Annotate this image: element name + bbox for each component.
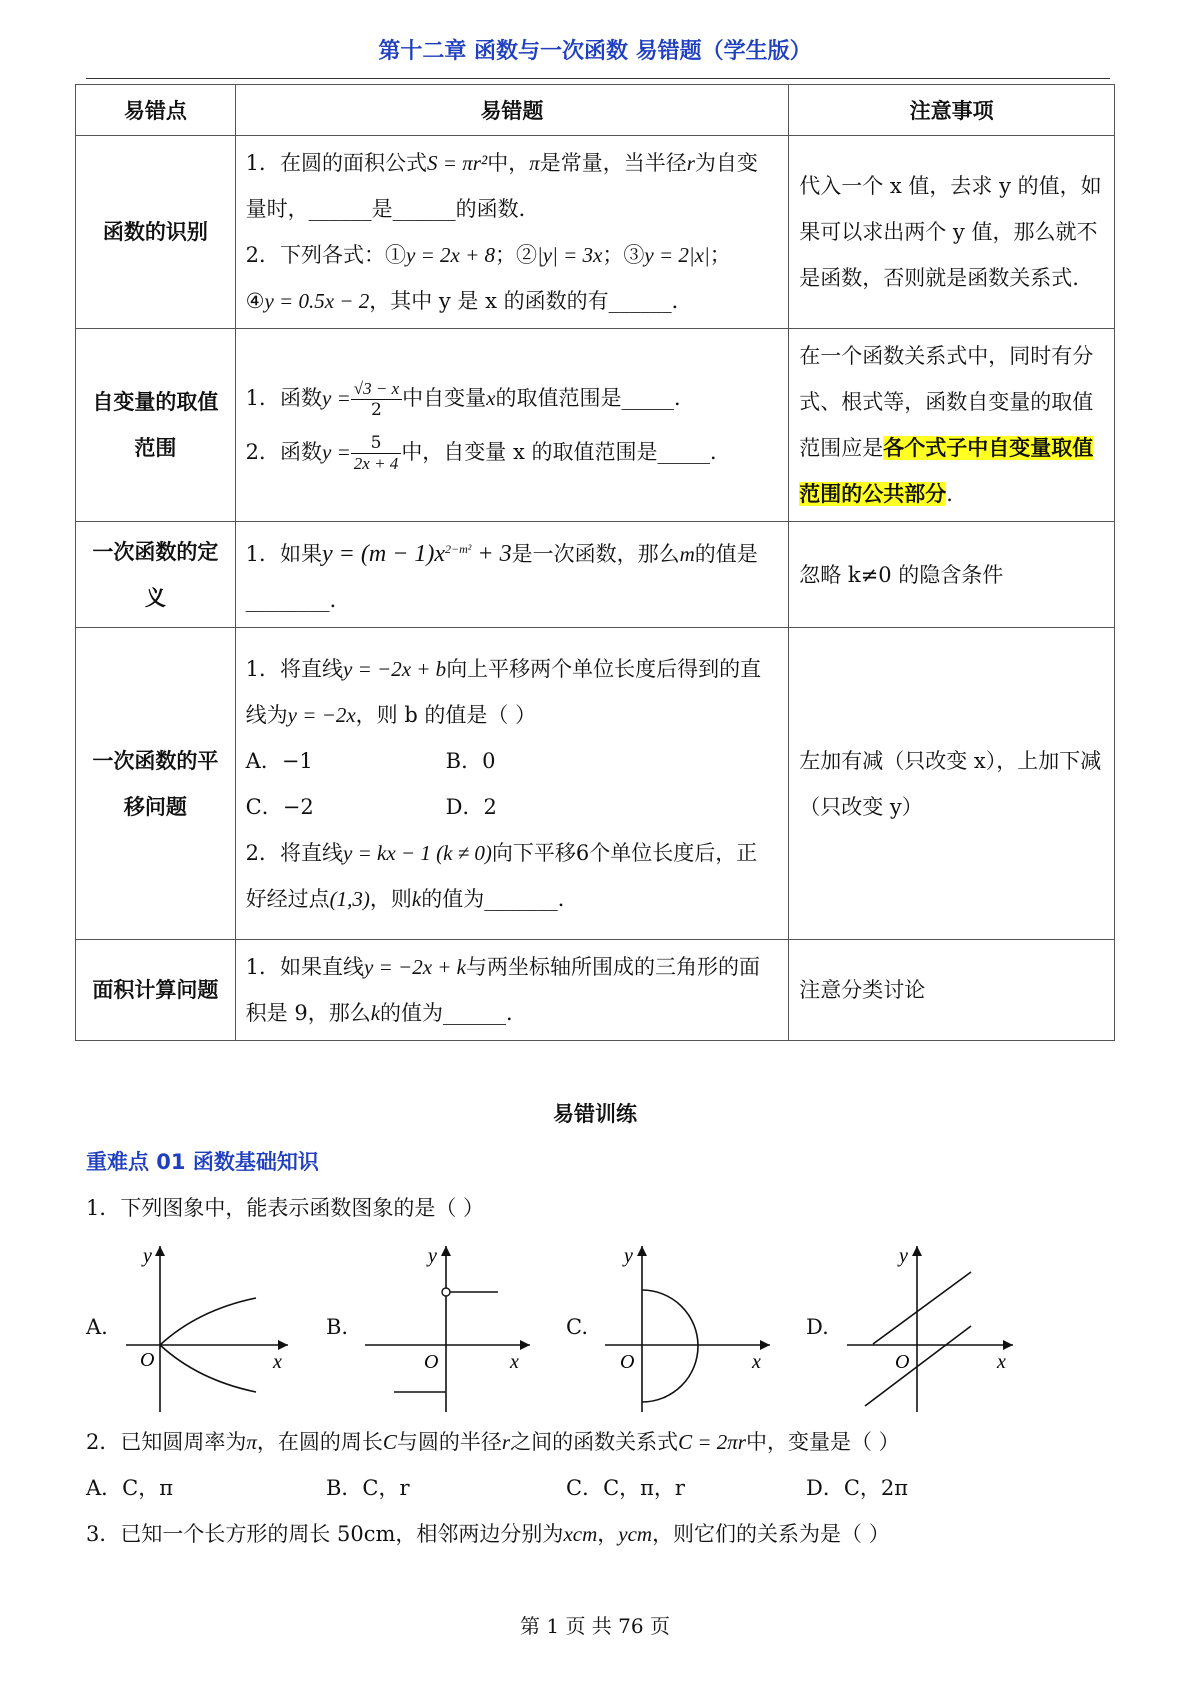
svg-text:y: y [624,1245,633,1267]
svg-text:y: y [899,1245,908,1267]
svg-text:O: O [424,1351,439,1373]
row-point: 一次函数的定义 [76,522,236,628]
row-point: 面积计算问题 [76,940,236,1041]
graph-label-b: B. [326,1315,349,1339]
highlight: 各个式子中自变量取值范围的公共部分 [799,436,1094,506]
svg-text:y: y [428,1245,437,1267]
graph-d [845,1240,1025,1415]
graph-label-d: D. [806,1315,829,1339]
header-question: 易错题 [235,85,789,136]
page-title: 第十二章 函数与一次函数 易错题（学生版） [378,39,812,64]
fraction: $\frac{5}{2x + 4}$ [351,433,402,474]
fraction: $\frac{√3 - x}{2}$ [351,379,402,420]
question-1: 1．下列图象中，能表示函数图象的是（ ） [86,1196,485,1220]
graph-label-a: A. [86,1315,108,1339]
title-rule [86,78,1110,79]
table-row [76,628,1115,940]
header-note: 注意事项 [789,85,1115,136]
table-row [76,329,1115,522]
svg-text:x: x [510,1351,519,1373]
q2-option-c: C．C，π，r [566,1476,685,1500]
key-point-heading: 重难点 01 函数基础知识 [86,1150,319,1174]
row-question: 1．将直线y = −2x + b向上平移两个单位长度后得到的直线为y = −2x，则 b 的值是（ ） A．−1 B．0 C．−2 D．2 2．将直线y = kx − 1 (k ≠ 0)向下平移6个单位长度后，正好经过点(1,3)，则k的值为_______． [235,628,789,940]
row-note: 在一个函数关系式中，同时有分式、根式等，函数自变量的取值范围应是各个式子中自变量取值范围的公共部分. [789,329,1115,522]
graph-a [118,1240,298,1415]
svg-text:x: x [752,1351,761,1373]
svg-text:x: x [997,1351,1006,1373]
row-question: 1．如果直线y = −2x + k与两坐标轴所围成的三角形的面积是 9，那么k的值为______． [235,940,789,1041]
row-question: 1．函数y = $\frac{√3 - x}{2}$ 中自变量x的取值范围是_____． 2．函数y = $\frac{5}{2x + 4}$ 中，自变量 x 的取值范围是_____． [235,329,789,522]
svg-text:y: y [143,1245,152,1267]
error-prone-table [75,84,1115,1041]
q2-option-d: D．C，2π [806,1476,909,1500]
table-header-row [76,85,1115,136]
graph-b [360,1240,540,1415]
table-row [76,136,1115,329]
graph-label-c: C. [566,1315,588,1339]
section-heading: 易错训练 [553,1102,637,1126]
page-footer: 第 1 页 共 76 页 [520,1614,670,1638]
svg-text:x: x [273,1351,282,1373]
row-question: 1．在圆的面积公式S = πr²中，π是常量，当半径r为自变量时，______是______的函数． 2．下列各式：①y = 2x + 8；②|y| = 3x；③y = 2|x|； ④y = 0.5x − 2，其中 y 是 x 的函数的有______． [235,136,789,329]
table-row [76,940,1115,1041]
row-note: 代入一个 x 值，去求 y 的值，如果可以求出两个 y 值，那么就不是函数，否则就是函数关系式. [789,136,1115,329]
svg-text:O: O [140,1349,155,1371]
row-point: 一次函数的平移问题 [76,628,236,940]
question-3: 3．已知一个长方形的周长 50cm，相邻两边分别为xcm，ycm，则它们的关系为是（ ） [86,1522,890,1546]
svg-text:O: O [620,1351,635,1373]
row-question: 1．如果$y = (m - 1)x^{2-m^2} + 3$是一次函数，那么m的值是________． [235,522,789,628]
row-note: 忽略 k≠0 的隐含条件 [789,522,1115,628]
header-point: 易错点 [76,85,236,136]
question-2: 2．已知圆周率为π，在圆的周长C与圆的半径r之间的函数关系式C = 2πr中，变量是（ ） [86,1430,900,1454]
row-point: 自变量的取值范围 [76,329,236,522]
row-point: 函数的识别 [76,136,236,329]
table-row [76,522,1115,628]
row-note: 左加有减（只改变 x），上加下减（只改变 y） [789,628,1115,940]
q2-option-b: B．C，r [326,1476,410,1500]
row-note: 注意分类讨论 [789,940,1115,1041]
q2-option-a: A．C，π [86,1476,174,1500]
graph-c [600,1240,780,1415]
svg-text:O: O [895,1351,910,1373]
